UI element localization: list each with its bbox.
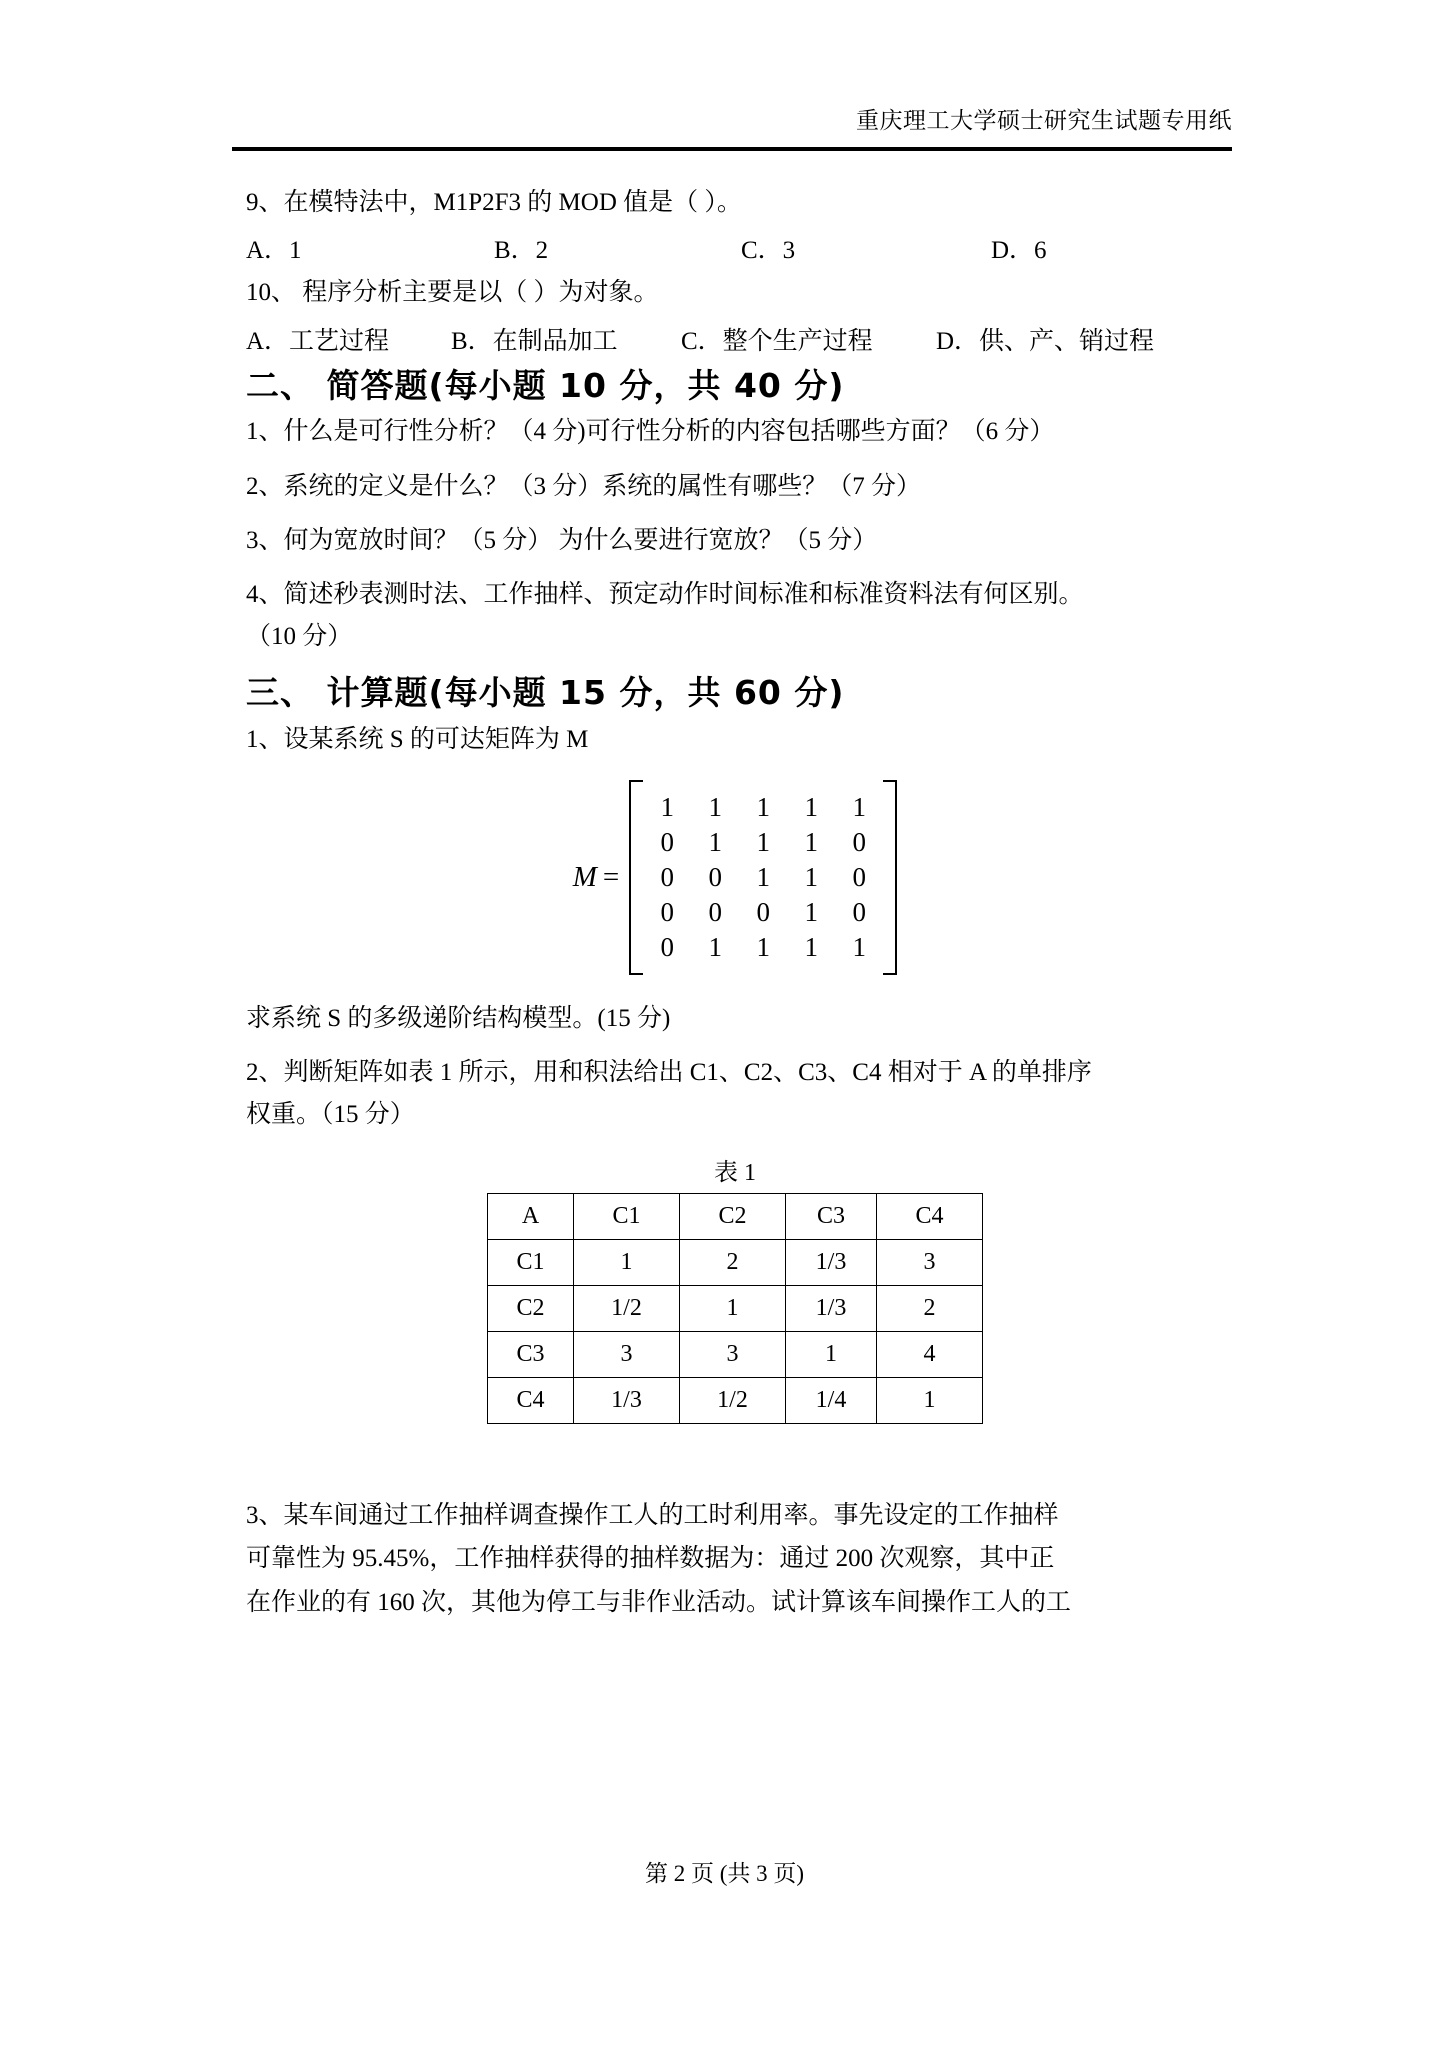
- matrix-label: M: [572, 860, 597, 893]
- table-cell: 1: [574, 1239, 680, 1285]
- matrix-cell: 0: [756, 896, 771, 927]
- matrix-cell: 1: [804, 861, 819, 892]
- question-10-option-d: D．供、产、销过程: [936, 327, 1155, 355]
- table-row: [488, 1331, 983, 1377]
- question-10-option-c: C．整个生产过程: [681, 327, 873, 355]
- section-three-q3-line3: 在作业的有 160 次，其他为停工与非作业活动。试计算该车间操作工人的工: [246, 1589, 1072, 1617]
- table-cell: C4: [488, 1377, 574, 1423]
- section-three-heading: 三、 计算题(每小题 15 分，共 60 分): [246, 672, 845, 712]
- matrix-cell: 0: [660, 861, 675, 892]
- table-cell: C3: [488, 1331, 574, 1377]
- matrix-cell: 0: [852, 861, 867, 892]
- matrix-bracket: [629, 780, 897, 975]
- matrix-row: [643, 895, 883, 930]
- table-cell: 1: [786, 1331, 877, 1377]
- table-header-cell: A: [488, 1193, 574, 1239]
- matrix-cell: 1: [852, 931, 867, 962]
- table-cell: 2: [680, 1239, 786, 1285]
- section-three-q3-line1: 3、某车间通过工作抽样调查操作工人的工时利用率。事先设定的工作抽样: [246, 1501, 1059, 1529]
- matrix-cell: 1: [756, 791, 771, 822]
- section-two-item-4-cont: （10 分）: [246, 623, 353, 651]
- question-10-options: [246, 321, 1224, 357]
- matrix-cell: 1: [852, 791, 867, 822]
- section-three-q2-line2: 权重。（15 分）: [246, 1101, 415, 1129]
- matrix-cell: 0: [852, 896, 867, 927]
- matrix-cell: 1: [804, 791, 819, 822]
- matrix-row: [643, 860, 883, 895]
- table-cell: 1/3: [786, 1239, 877, 1285]
- table-cell: 1: [877, 1377, 983, 1423]
- page-number-label: 第 2 页 (共 3 页): [644, 1861, 805, 1886]
- matrix-cell: 1: [708, 791, 723, 822]
- matrix-cell: 1: [804, 826, 819, 857]
- matrix-cell: 0: [660, 826, 675, 857]
- table-header-cell: C4: [877, 1193, 983, 1239]
- question-10-stem: 10、 程序分析主要是以（ ）为对象。: [246, 279, 659, 307]
- header-rule: [232, 147, 1232, 151]
- table-cell: 1/2: [574, 1285, 680, 1331]
- matrix-cell: 0: [708, 896, 723, 927]
- section-two-item-4: 4、简述秒表测时法、工作抽样、预定动作时间标准和标准资料法有何区别。: [246, 581, 1084, 609]
- table-cell: 4: [877, 1331, 983, 1377]
- table-row: [488, 1377, 983, 1423]
- matrix-cell: 0: [660, 896, 675, 927]
- matrix-row: [643, 790, 883, 825]
- document-body: [246, 190, 1224, 1625]
- section-three-q3-line2: 可靠性为 95.45%，工作抽样获得的抽样数据为：通过 200 次观察，其中正: [246, 1545, 1055, 1573]
- question-9-option-b: B．2: [494, 237, 549, 265]
- table-cell: 1/3: [574, 1377, 680, 1423]
- table-header-cell: C2: [680, 1193, 786, 1239]
- section-two-item-3: 3、何为宽放时间？（5 分） 为什么要进行宽放？（5 分）: [246, 526, 878, 554]
- question-10-option-a: A．工艺过程: [246, 327, 390, 355]
- matrix-row: [643, 930, 883, 965]
- section-two-item-2: 2、系统的定义是什么？（3 分）系统的属性有哪些？（7 分）: [246, 472, 922, 500]
- section-three-q2-line1: 2、判断矩阵如表 1 所示，用和积法给出 C1、C2、C3、C4 相对于 A 的单排序: [246, 1059, 1092, 1087]
- judgment-matrix-table: [487, 1193, 983, 1424]
- section-three-q1-intro: 1、设某系统 S 的可达矩阵为 M: [246, 725, 589, 753]
- matrix-cell: 1: [660, 791, 675, 822]
- matrix-cell: 1: [708, 931, 723, 962]
- table-cell: 3: [877, 1239, 983, 1285]
- table-cell: C1: [488, 1239, 574, 1285]
- table-cell: 1/3: [786, 1285, 877, 1331]
- table-1-caption: 表 1: [714, 1159, 756, 1186]
- matrix-cell: 0: [852, 826, 867, 857]
- table-row: [488, 1285, 983, 1331]
- table-row: [488, 1239, 983, 1285]
- table-cell: 3: [574, 1331, 680, 1377]
- matrix-cell: 1: [708, 826, 723, 857]
- question-9-options: [246, 230, 1224, 264]
- table-cell: 3: [680, 1331, 786, 1377]
- matrix-grid: [643, 790, 883, 965]
- matrix-cell: 1: [804, 931, 819, 962]
- question-10-option-b: B．在制品加工: [451, 327, 618, 355]
- matrix-cell: 1: [756, 861, 771, 892]
- matrix-cell: 0: [660, 931, 675, 962]
- question-9-option-c: C．3: [741, 237, 796, 265]
- table-cell: 2: [877, 1285, 983, 1331]
- table-cell: 1: [680, 1285, 786, 1331]
- matrix-row: [643, 825, 883, 860]
- header-title: 重庆理工大学硕士研究生试题专用纸: [856, 108, 1232, 133]
- matrix-equals-sign: =: [602, 860, 620, 893]
- question-9-option-a: A．1: [246, 237, 302, 265]
- table-cell: 1/2: [680, 1377, 786, 1423]
- table-1-wrapper: [246, 1193, 1224, 1424]
- matrix-cell: 0: [708, 861, 723, 892]
- section-three-q1-tail: 求系统 S 的多级递阶结构模型。(15 分): [246, 1004, 671, 1032]
- table-header-row: [488, 1193, 983, 1239]
- matrix-cell: 1: [756, 931, 771, 962]
- section-two-item-1: 1、什么是可行性分析？（4 分)可行性分析的内容包括哪些方面？（6 分）: [246, 418, 1055, 446]
- section-three-q3: [246, 1494, 1224, 1625]
- table-header-cell: C1: [574, 1193, 680, 1239]
- matrix-cell: 1: [756, 826, 771, 857]
- question-9-option-d: D．6: [991, 237, 1047, 265]
- question-9-stem: 9、在模特法中，M1P2F3 的 MOD 值是（ ）。: [246, 189, 742, 216]
- table-cell: 1/4: [786, 1377, 877, 1423]
- section-two-heading: 二、 简答题(每小题 10 分，共 40 分): [246, 365, 845, 405]
- matrix-cell: 1: [804, 896, 819, 927]
- matrix-m: [246, 780, 1224, 975]
- table-cell: C2: [488, 1285, 574, 1331]
- table-header-cell: C3: [786, 1193, 877, 1239]
- page-footer: [0, 1855, 1449, 1888]
- page-header: [232, 108, 1232, 133]
